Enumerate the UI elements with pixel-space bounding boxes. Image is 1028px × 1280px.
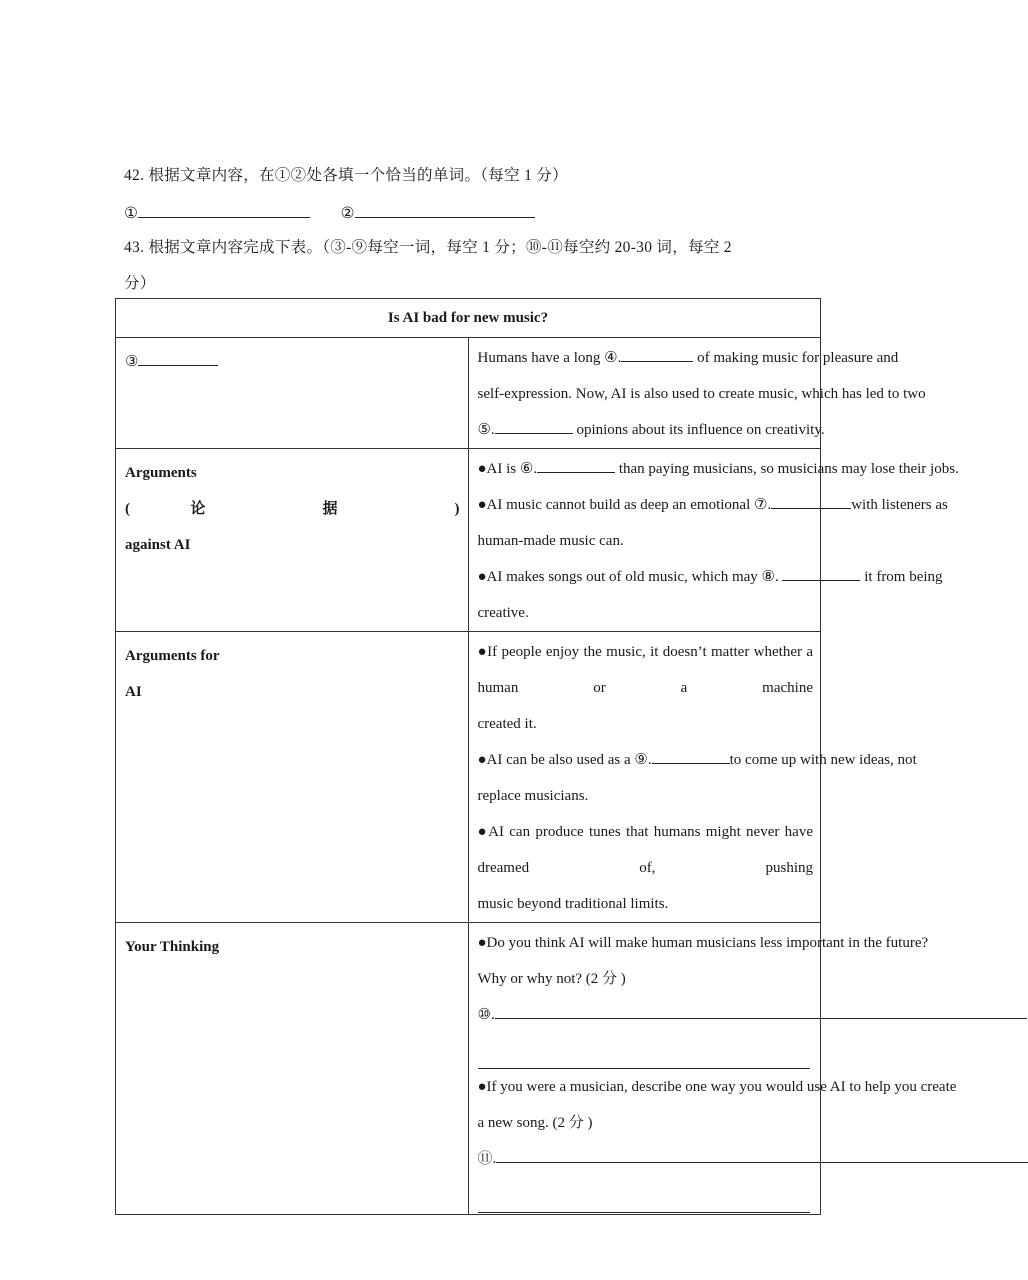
row2-b3-a: ●AI makes songs out of old music, which may ⑧. xyxy=(477,569,779,585)
row3-b2-a: ●AI can be also used as a ⑨. xyxy=(477,752,652,768)
row1-line1-b: of making music for pleasure and xyxy=(697,350,899,366)
blank-3-line[interactable] xyxy=(138,351,218,366)
question-43-prompt-line1: 43. 根据文章内容完成下表。（③-⑨每空一词，每空 1 分；⑩-⑪每空约 20-30 词，每空 2 xyxy=(124,239,732,256)
row4-q1-a: ●Do you think AI will make human musicians less important in the future? xyxy=(477,935,929,951)
row2-b2-b: with listeners as xyxy=(851,497,948,513)
row2-label-line3: against AI xyxy=(125,537,191,553)
row3-b1-b: created it. xyxy=(477,716,537,732)
blank-8-line[interactable] xyxy=(782,566,860,581)
row2-b3-b: it from being xyxy=(864,569,943,585)
answer-11-line1[interactable] xyxy=(496,1148,1028,1163)
row1-line3-b: opinions about its influence on creativity. xyxy=(576,422,825,438)
answer-11-number: ⑪. xyxy=(477,1151,497,1167)
row1-content xyxy=(468,338,926,449)
row2-b2-a: ●AI music cannot build as deep an emotional ⑦. xyxy=(477,497,772,513)
row2-b1-b: than paying musicians, so musicians may lose their jobs. xyxy=(618,461,959,477)
row2-b1-a: ●AI is ⑥. xyxy=(477,461,538,477)
summary-table xyxy=(115,298,959,1215)
question-42-prompt: 42. 根据文章内容，在①②处各填一个恰当的单词。（每空 1 分） xyxy=(124,167,568,184)
row3-b2-b: to come up with new ideas, not xyxy=(729,752,917,768)
row3-content xyxy=(468,632,917,923)
row1-label xyxy=(116,338,469,449)
blank-6-line[interactable] xyxy=(537,458,615,473)
blank-4-line[interactable] xyxy=(621,347,693,362)
row3-b3-b: music beyond traditional limits. xyxy=(477,896,669,912)
row3-label-line1: Arguments for xyxy=(125,648,220,664)
row1-line3-a: ⑤. xyxy=(477,422,495,438)
row3-b2-c: replace musicians. xyxy=(477,788,589,804)
answer-10-line1[interactable] xyxy=(495,1004,1027,1019)
blank-3-number: ③ xyxy=(125,354,139,370)
blank-1-number: ① xyxy=(124,205,139,222)
blank-7-line[interactable] xyxy=(771,494,851,509)
row2-b3-c: creative. xyxy=(477,605,529,621)
blank-5-line[interactable] xyxy=(495,419,573,434)
row2-b2-c: human-made music can. xyxy=(477,533,624,549)
row4-q2-b: a new song. (2 分 ) xyxy=(477,1115,593,1131)
row3-label-line2: AI xyxy=(125,684,142,700)
row4-label: Your Thinking xyxy=(116,923,469,1215)
answer-10-number: ⑩. xyxy=(477,1007,495,1023)
row3-b3-a: ●AI can produce tunes that humans might never have dreamed of, pushing xyxy=(477,824,813,876)
row4-q1-b: Why or why not? (2 分 ) xyxy=(477,971,626,987)
row2-label-line2: ( 论 据 ) xyxy=(125,501,460,517)
answer-10-line2[interactable] xyxy=(478,1033,811,1069)
row4-q2-a: ●If you were a musician, describe one way you would use AI to help you create xyxy=(477,1079,957,1095)
answer-11-line2[interactable] xyxy=(478,1177,811,1213)
question-42-blanks xyxy=(124,201,535,223)
blank-2-line[interactable] xyxy=(355,201,535,218)
row4-content xyxy=(468,923,957,1215)
question-43-prompt-line2: 分） xyxy=(124,275,156,292)
blank-2-number: ② xyxy=(340,205,355,222)
row2-content xyxy=(468,449,959,632)
row3-b1-a: ●If people enjoy the music, it doesn’t matter whether a human or a machine xyxy=(477,644,813,696)
row1-line1-a: Humans have a long ④. xyxy=(477,350,622,366)
row1-line2: self-expression. Now, AI is also used to create music, which has led to two xyxy=(477,386,926,402)
row3-label xyxy=(116,632,469,923)
row2-label xyxy=(116,449,469,632)
blank-9-line[interactable] xyxy=(652,749,730,764)
blank-1-line[interactable] xyxy=(138,201,310,218)
table-title: Is AI bad for new music? xyxy=(116,299,821,338)
row2-label-line1: Arguments xyxy=(125,465,197,481)
